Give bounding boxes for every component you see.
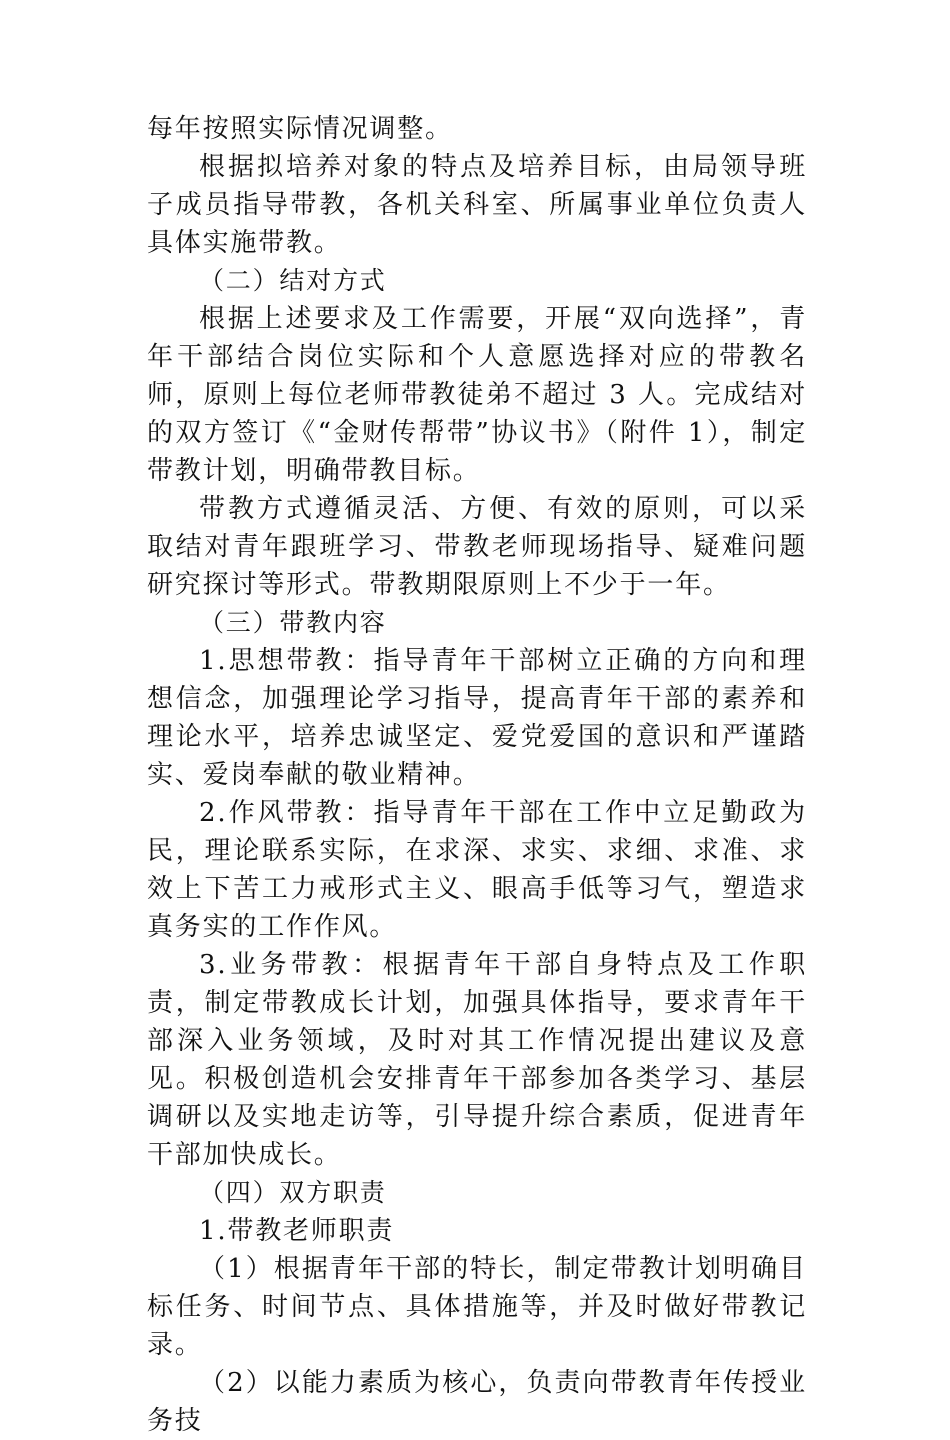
paragraph: 3.业务带教：根据青年干部自身特点及工作职责，制定带教成长计划，加强具体指导，要求青年干部深入业务领域，及时对其工作情况提出建议及意见。积极创造机会安排青年干部参加各类学习、基层调研以及实地走访等，引导提升综合素质，促进青年干部加快成长。: [147, 950, 807, 1170]
section-heading: （三）带教内容: [199, 608, 387, 637]
section-heading: （二）结对方式: [199, 266, 387, 295]
paragraph: 根据拟培养对象的特点及培养目标，由局领导班子成员指导带教，各机关科室、所属事业单位负责人具体实施带教。: [147, 152, 807, 258]
paragraph: 1.思想带教：指导青年干部树立正确的方向和理想信念，加强理论学习指导，提高青年干部的素养和理论水平，培养忠诚坚定、爱党爱国的意识和严谨踏实、爱岗奉献的敬业精神。: [147, 646, 807, 790]
document-body: [147, 110, 807, 1440]
paragraph: 带教方式遵循灵活、方便、有效的原则，可以采取结对青年跟班学习、带教老师现场指导、疑难问题研究探讨等形式。带教期限原则上不少于一年。: [147, 494, 807, 600]
paragraph: （1）根据青年干部的特长，制定带教计划明确目标任务、时间节点、具体措施等，并及时做好带教记录。: [147, 1254, 807, 1360]
paragraph: （2）以能力素质为核心，负责向带教青年传授业务技: [147, 1368, 807, 1436]
paragraph: 1.带教老师职责: [199, 1216, 395, 1246]
paragraph-continued: 每年按照实际情况调整。: [147, 114, 453, 144]
paragraph: 2.作风带教：指导青年干部在工作中立足勤政为民，理论联系实际，在求深、求实、求细、求准、求效上下苦工力戒形式主义、眼高手低等习气，塑造求真务实的工作作风。: [147, 798, 807, 942]
paragraph: 根据上述要求及工作需要，开展“双向选择”，青年干部结合岗位实际和个人意愿选择对应的带教名师，原则上每位老师带教徒弟不超过 3 人。完成结对的双方签订《“金财传帮带”协议书》（附件 1），制定带教计划，明确带教目标。: [147, 304, 807, 486]
section-heading: （四）双方职责: [199, 1178, 387, 1207]
